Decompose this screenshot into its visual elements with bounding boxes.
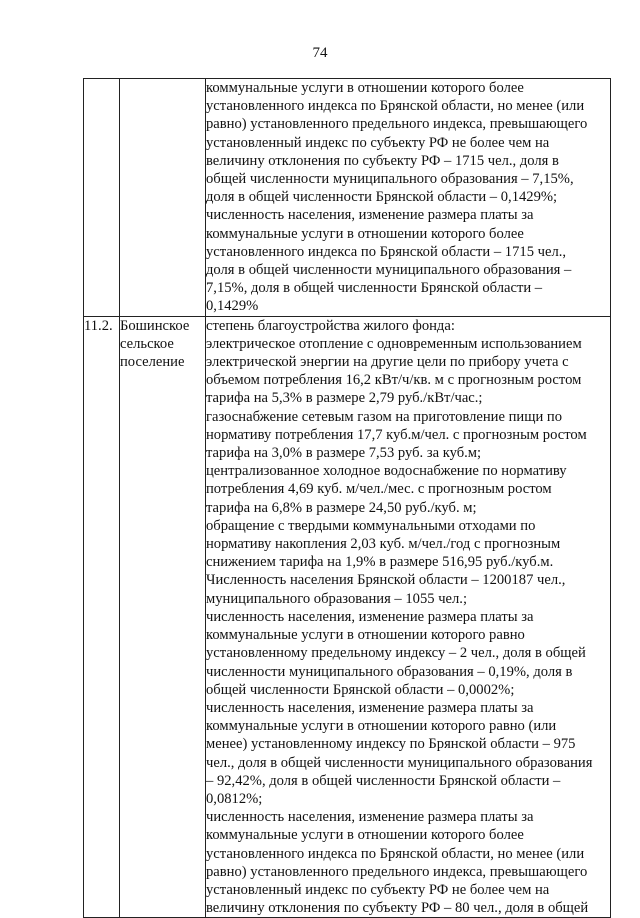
text-line: электрической энергии на другие цели по прибору учета с (206, 354, 569, 371)
municipality-name-cell (120, 316, 206, 918)
text-line: тарифа на 3,0% в размере 7,53 руб. за куб.м; (206, 445, 482, 462)
text-line: равно) установленного предельного индекса, превышающего (206, 116, 588, 133)
text-line: установленному предельному индексу – 2 чел., доля в общей (206, 645, 586, 662)
text-line: сельское (120, 335, 174, 352)
text-line: нормативу потребления 17,7 куб.м/чел. с прогнозным ростом (206, 426, 587, 443)
page-number: 74 (312, 45, 328, 61)
document-table (83, 78, 611, 918)
text-line: тарифа на 5,3% в размере 2,79 руб./кВт/час.; (206, 390, 483, 407)
text-line: поселение (120, 354, 185, 371)
text-line: коммунальные услуги в отношении которого равно (206, 627, 525, 644)
table-body (84, 79, 611, 918)
text-line: численность населения, изменение размера платы за (206, 608, 534, 625)
text-line: установленный индекс по субъекту РФ не более чем на (206, 134, 550, 151)
row-number-cell (84, 79, 120, 317)
text-line: Бошинское (120, 317, 190, 334)
text-line: общей численности муниципального образования – 7,15%, (206, 171, 574, 188)
text-line: потребления 4,69 куб. м/чел./мес. с прогнозным ростом (206, 481, 552, 498)
text-line: коммунальные услуги в отношении которого более (206, 80, 524, 96)
row-number-cell: 11.2. (84, 316, 120, 918)
text-line: электрическое отопление с одновременным использованием (206, 335, 582, 352)
text-line: коммунальные услуги в отношении которого более (206, 225, 524, 242)
table-row (84, 316, 611, 918)
text-line: обращение с твердыми коммунальными отходами по (206, 517, 536, 534)
text-line: 0,1429% (206, 298, 259, 315)
text-line: газоснабжение сетевым газом на приготовление пищи по (206, 408, 563, 425)
text-line: установленного индекса по Брянской области – 1715 чел., (206, 243, 567, 260)
text-line: установленного индекса по Брянской области, но менее (или (206, 845, 585, 862)
text-line: установленного индекса по Брянской области, но менее (или (206, 98, 585, 115)
text-line: муниципального образования – 1055 чел.; (206, 590, 468, 607)
text-line: величину отклонения по субъекту РФ – 80 чел., доля в общей (206, 900, 589, 917)
text-line: менее) установленному индексу по Брянской области – 975 (206, 736, 576, 753)
text-line: численность населения, изменение размера платы за (206, 699, 534, 716)
text-line: равно) установленного предельного индекса, превышающего (206, 863, 588, 880)
text-line: доля в общей численности муниципального образования – (206, 262, 572, 279)
text-line: 0,0812%; (206, 790, 263, 807)
text-line: степень благоустройства жилого фонда: (206, 317, 455, 334)
text-line: централизованное холодное водоснабжение по нормативу (206, 463, 567, 480)
text-line: снижением тарифа на 1,9% в размере 516,95 руб./куб.м. (206, 554, 554, 571)
text-line: установленный индекс по субъекту РФ не более чем на (206, 881, 550, 898)
municipality-name-cell (120, 79, 206, 317)
text-line: численность населения, изменение размера платы за (206, 809, 534, 826)
text-line: величину отклонения по субъекту РФ – 1715 чел., доля в (206, 152, 559, 169)
text-line: Численность населения Брянской области – 1200187 чел., (206, 572, 566, 589)
text-line: нормативу накопления 2,03 куб. м/чел./год с прогнозным (206, 536, 561, 553)
text-line: 7,15%, доля в общей численности Брянской области – (206, 280, 543, 297)
description-cell (206, 79, 611, 317)
text-line: численность населения, изменение размера платы за (206, 207, 534, 224)
text-line: объемом потребления 16,2 кВт/ч/кв. м с прогнозным ростом (206, 372, 582, 389)
text-line: общей численности Брянской области – 0,0002%; (206, 681, 515, 698)
text-line: – 92,42%, доля в общей численности Брянской области – (206, 772, 561, 789)
text-line: доля в общей численности Брянской области – 0,1429%; (206, 189, 558, 206)
text-line: тарифа на 6,8% в размере 24,50 руб./куб. м; (206, 499, 477, 516)
text-line: коммунальные услуги в отношении которого более (206, 827, 524, 844)
table-row (84, 79, 611, 317)
text-line: численности муниципального образования – 0,19%, доля в (206, 663, 573, 680)
text-line: чел., доля в общей численности муниципального образования (206, 754, 593, 771)
description-cell (206, 316, 611, 918)
text-line: коммунальные услуги в отношении которого равно (или (206, 718, 557, 735)
